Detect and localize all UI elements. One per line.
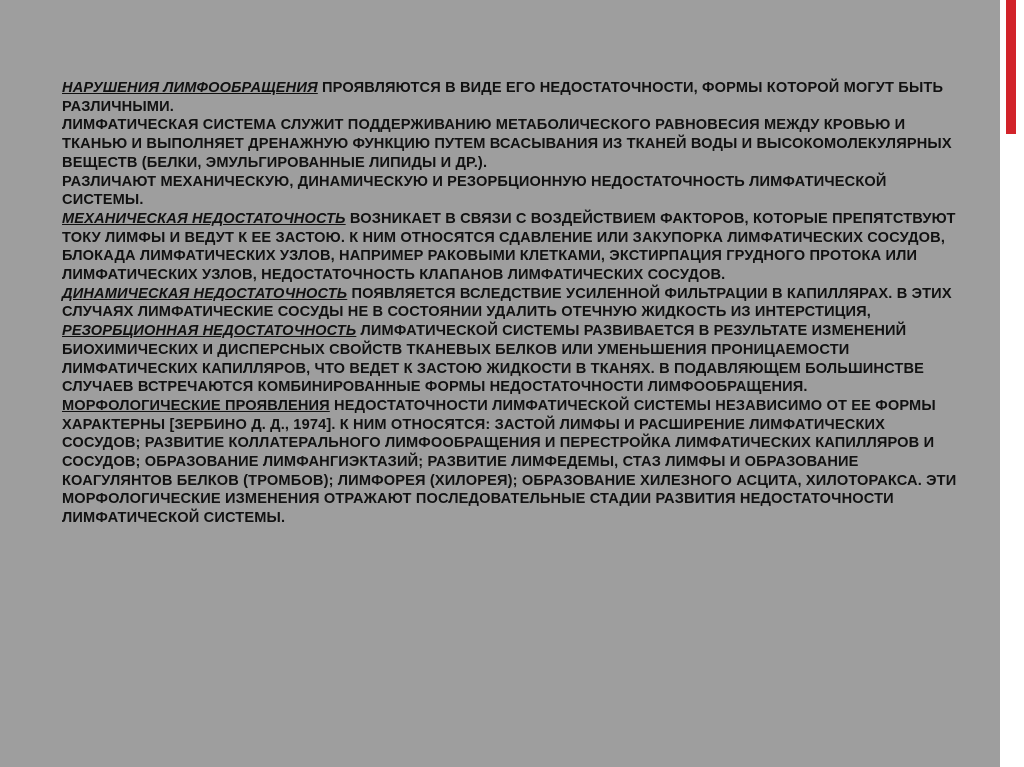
paragraph [62, 210, 962, 285]
paragraph [62, 397, 962, 528]
paragraph-text: ЛИМФАТИЧЕСКОЙ СИСТЕМЫ РАЗВИВАЕТСЯ В РЕЗУЛЬТАТЕ ИЗМЕНЕНИЙ БИОХИМИЧЕСКИХ И ДИСПЕРСНЫХ СВОЙСТВ ТКАНЕВЫХ БЕЛКОВ ИЛИ УМЕНЬШЕНИЯ ПРОНИЦАЕМОСТИ ЛИМФАТИЧЕСКИХ КАПИЛЛЯРОВ, ЧТО ВЕДЕТ К ЗАСТОЮ ЖИДКОСТИ В ТКАНЯХ. В ПОДАВЛЯЮЩЕМ БОЛЬШИНСТВЕ СЛУЧАЕВ ВСТРЕЧАЮТСЯ КОМБИНИРОВАННЫЕ ФОРМЫ НЕДОСТАТОЧНОСТИ ЛИМФООБРАЩЕНИЯ. [62, 323, 925, 396]
paragraph-lead: НАРУШЕНИЯ ЛИМФООБРАЩЕНИЯ [62, 80, 318, 96]
paragraph [62, 116, 962, 172]
paragraph [62, 79, 962, 116]
paragraph-text: РАЗЛИЧАЮТ МЕХАНИЧЕСКУЮ, ДИНАМИЧЕСКУЮ И РЕЗОРБЦИОННУЮ НЕДОСТАТОЧНОСТЬ ЛИМФАТИЧЕСКОЙ СИСТЕМЫ. [62, 173, 887, 209]
paragraph-lead: РЕЗОРБЦИОННАЯ НЕДОСТАТОЧНОСТЬ [62, 323, 357, 340]
paragraph-lead: МЕХАНИЧЕСКАЯ НЕДОСТАТОЧНОСТЬ [62, 210, 346, 227]
paragraph-text: ВОЗНИКАЕТ В СВЯЗИ С ВОЗДЕЙСТВИЕМ ФАКТОРОВ, КОТОРЫЕ ПРЕПЯТСТВУЮТ ТОКУ ЛИМФЫ И ВЕДУТ К ЕЕ ЗАСТОЮ. К НИМ ОТНОСЯТСЯ СДАВЛЕНИЕ ИЛИ ЗАКУПОРКА ЛИМФАТИЧЕСКИХ СОСУДОВ, БЛОКАДА ЛИМФАТИЧЕСКИХ УЗЛОВ, НАПРИМЕР РАКОВЫМИ КЛЕТКАМИ, ЭКСТИРПАЦИЯ ГРУДНОГО ПРОТОКА ИЛИ ЛИМФАТИЧЕСКИХ УЗЛОВ, НЕДОСТАТОЧНОСТЬ КЛАПАНОВ ЛИМФАТИЧЕСКИХ СОСУДОВ. [62, 210, 956, 284]
accent-bar [1006, 0, 1016, 134]
slide-text [62, 79, 962, 528]
paragraph [62, 173, 962, 210]
paragraph-text: ЛИМФАТИЧЕСКАЯ СИСТЕМА СЛУЖИТ ПОДДЕРЖИВАНИЮ МЕТАБОЛИЧЕСКОГО РАВНОВЕСИЯ МЕЖДУ КРОВЬЮ И ТКАНЬЮ И ВЫПОЛНЯЕТ ДРЕНАЖНУЮ ФУНКЦИЮ ПУТЕМ ВСАСЫВАНИЯ ИЗ ТКАНЕЙ ВОДЫ И ВЫСОКОМОЛЕКУЛЯРНЫХ ВЕЩЕСТВ (БЕЛКИ, ЭМУЛЬГИРОВАННЫЕ ЛИПИДЫ И ДР.). [62, 117, 952, 171]
paragraph-lead: МОРФОЛОГИЧЕСКИЕ ПРОЯВЛЕНИЯ [62, 397, 330, 414]
paragraph [62, 285, 962, 322]
paragraph-text: ПРОЯВЛЯЮТСЯ В ВИДЕ ЕГО НЕДОСТАТОЧНОСТИ, ФОРМЫ КОТОРОЙ МОГУТ БЫТЬ РАЗЛИЧНЫМИ. [62, 80, 944, 115]
paragraph [62, 322, 962, 397]
paragraph-lead: ДИНАМИЧЕСКАЯ НЕДОСТАТОЧНОСТЬ [62, 285, 348, 302]
paragraph-text: НЕДОСТАТОЧНОСТИ ЛИМФАТИЧЕСКОЙ СИСТЕМЫ НЕЗАВИСИМО ОТ ЕЕ ФОРМЫ ХАРАКТЕРНЫ [ЗЕРБИНО Д. Д., 1974]. К НИМ ОТНОСЯТСЯ: ЗАСТОЙ ЛИМФЫ И РАСШИРЕНИЕ ЛИМФАТИЧЕСКИХ СОСУДОВ; РАЗВИТИЕ КОЛЛАТЕРАЛЬНОГО ЛИМФООБРАЩЕНИЯ И ПЕРЕСТРОЙКА ЛИМФАТИЧЕСКИХ КАПИЛЛЯРОВ И СОСУДОВ; ОБРАЗОВАНИЕ ЛИМФАНГИЭКТАЗИЙ; РАЗВИТИЕ ЛИМФЕДЕМЫ, СТАЗ ЛИМФЫ И ОБРАЗОВАНИЕ КОАГУЛЯНТОВ БЕЛКОВ (ТРОМБОВ); ЛИМФОРЕЯ (ХИЛОРЕЯ); ОБРАЗОВАНИЕ ХИЛЕЗНОГО АСЦИТА, ХИЛОТОРАКСА. ЭТИ МОРФОЛОГИЧЕСКИЕ ИЗМЕНЕНИЯ ОТРАЖАЮТ ПОСЛЕДОВАТЕЛЬНЫЕ СТАДИИ РАЗВИТИЯ НЕДОСТАТОЧНОСТИ ЛИМФАТИЧЕСКОЙ СИСТЕМЫ. [62, 397, 957, 527]
paragraph-text: ПОЯВЛЯЕТСЯ ВСЛЕДСТВИЕ УСИЛЕННОЙ ФИЛЬТРАЦИИ В КАПИЛЛЯРАХ. В ЭТИХ СЛУЧАЯХ ЛИМФАТИЧЕСКИЕ СОСУДЫ НЕ В СОСТОЯНИИ УДАЛИТЬ ОТЕЧНУЮ ЖИДКОСТЬ ИЗ ИНТЕРСТИЦИЯ, [62, 285, 952, 321]
